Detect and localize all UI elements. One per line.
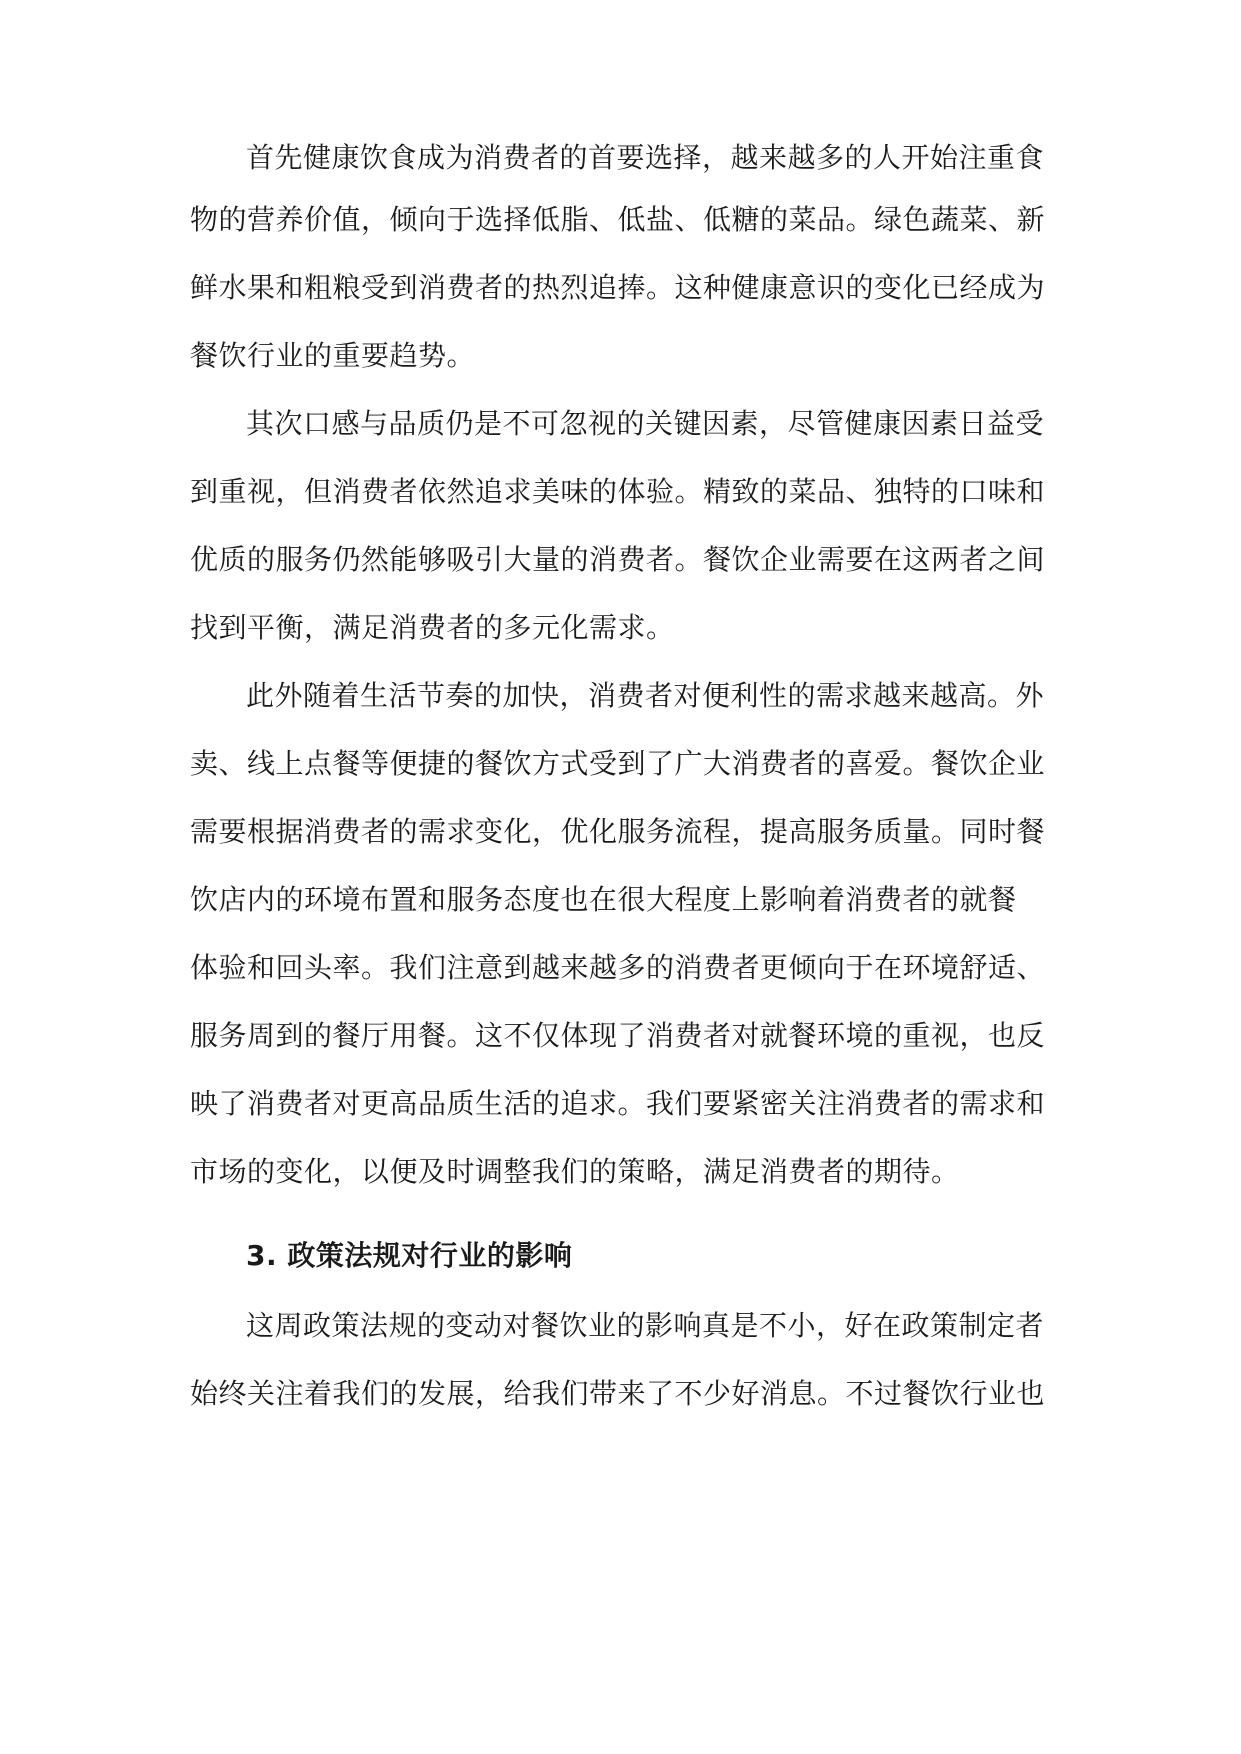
paragraph-1-line-3: 鲜水果和粗粮受到消费者的热烈追捧。这种健康意识的变化已经成为 [190, 271, 1046, 304]
paragraph-1-line-1: 首先健康饮食成为消费者的首要选择，越来越多的人开始注重食 [246, 141, 1045, 174]
paragraph-2-line-4: 找到平衡，满足消费者的多元化需求。 [190, 611, 675, 644]
paragraph-2-line-3: 优质的服务仍然能够吸引大量的消费者。餐饮企业需要在这两者之间 [190, 543, 1046, 576]
paragraph-1-line-4: 餐饮行业的重要趋势。 [190, 339, 476, 372]
paragraph-4-line-2: 始终关注着我们的发展，给我们带来了不少好消息。不过餐饮行业也 [190, 1377, 1046, 1410]
paragraph-3-line-3: 需要根据消费者的需求变化，优化服务流程，提高服务质量。同时餐 [190, 815, 1046, 848]
paragraph-3-line-7: 映了消费者对更高品质生活的追求。我们要紧密关注消费者的需求和 [190, 1087, 1046, 1120]
paragraph-3-line-5: 体验和回头率。我们注意到越来越多的消费者更倾向于在环境舒适、 [190, 951, 1046, 984]
paragraph-3-line-8: 市场的变化，以便及时调整我们的策略，满足消费者的期待。 [190, 1155, 960, 1188]
paragraph-3-line-4: 饮店内的环境布置和服务态度也在很大程度上影响着消费者的就餐 [190, 883, 1017, 916]
paragraph-3-line-1: 此外随着生活节奏的加快，消费者对便利性的需求越来越高。外 [246, 679, 1045, 712]
paragraph-2-line-2: 到重视，但消费者依然追求美味的体验。精致的菜品、独特的口味和 [190, 475, 1046, 508]
paragraph-3-line-2: 卖、线上点餐等便捷的餐饮方式受到了广大消费者的喜爱。餐饮企业 [190, 747, 1046, 780]
section-heading: 3. 政策法规对行业的影响 [246, 1239, 573, 1272]
paragraph-3-line-6: 服务周到的餐厅用餐。这不仅体现了消费者对就餐环境的重视，也反 [190, 1019, 1046, 1052]
paragraph-2-line-1: 其次口感与品质仍是不可忽视的关键因素，尽管健康因素日益受 [246, 407, 1045, 440]
paragraph-1-line-2: 物的营养价值，倾向于选择低脂、低盐、低糖的菜品。绿色蔬菜、新 [190, 203, 1046, 236]
paragraph-4-line-1: 这周政策法规的变动对餐饮业的影响真是不小，好在政策制定者 [246, 1309, 1045, 1342]
